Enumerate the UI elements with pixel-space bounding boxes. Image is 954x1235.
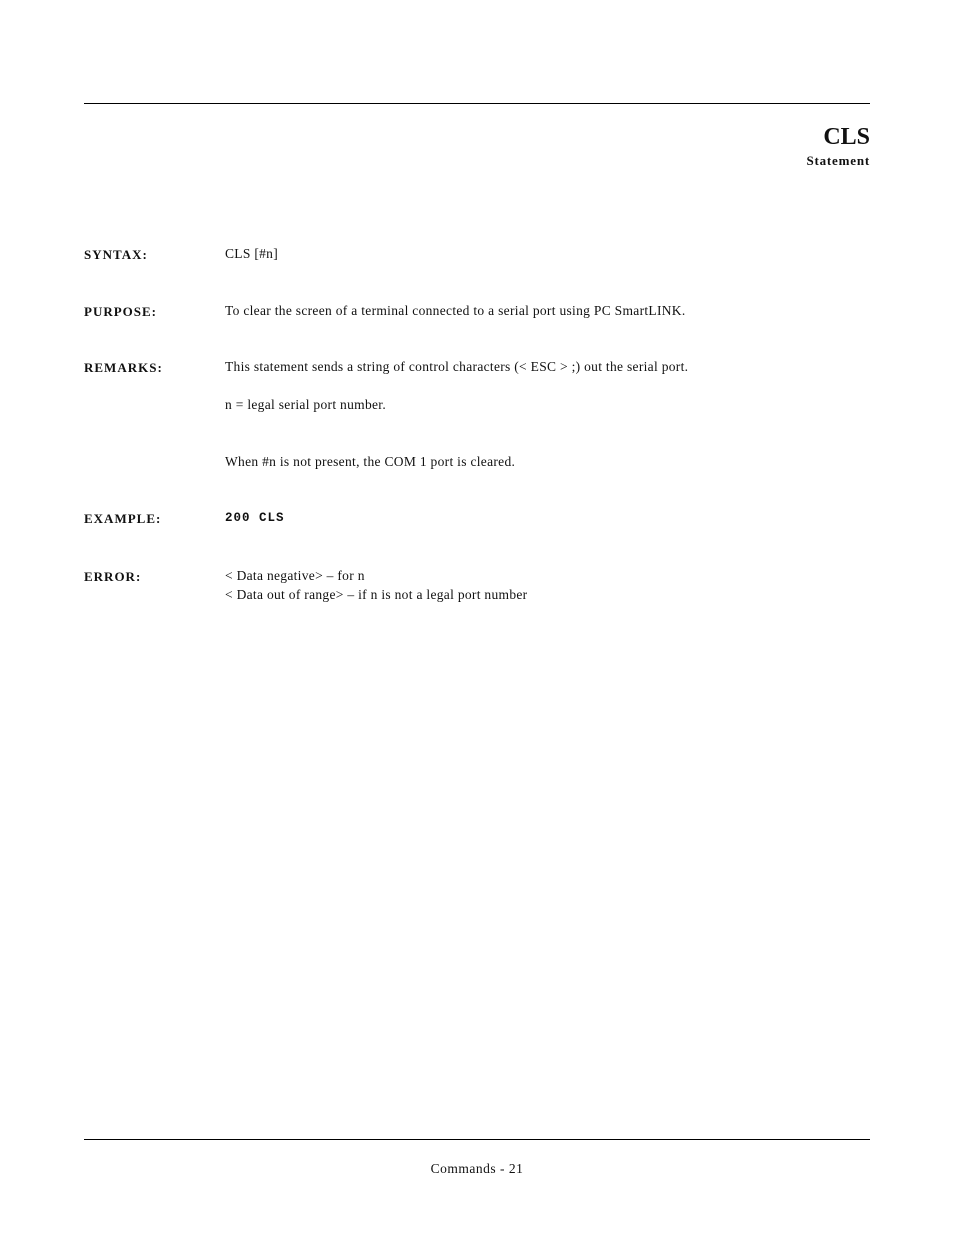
example-code: 200 CLS xyxy=(225,511,285,525)
remarks-line-1: This statement sends a string of control characters (< ESC > ;) out the serial port. xyxy=(225,359,689,374)
error-label: ERROR: xyxy=(84,569,142,584)
error-line-2: < Data out of range> – if n is not a legal port number xyxy=(225,587,528,602)
remarks-line-2: n = legal serial port number. xyxy=(225,397,387,412)
header-rule xyxy=(84,103,870,104)
remarks-line-3: When #n is not present, the COM 1 port is cleared. xyxy=(225,454,516,469)
purpose-text: To clear the screen of a terminal connected to a serial port using PC SmartLINK. xyxy=(225,303,686,318)
error-line-1: < Data negative> – for n xyxy=(225,568,365,583)
example-label: EXAMPLE: xyxy=(84,511,162,526)
syntax-text: CLS [#n] xyxy=(225,246,279,261)
remarks-label: REMARKS: xyxy=(84,360,163,375)
page-subtitle: Statement xyxy=(806,153,870,168)
footer-rule xyxy=(84,1139,870,1140)
purpose-label: PURPOSE: xyxy=(84,304,157,319)
page-number: Commands - 21 xyxy=(430,1161,524,1176)
syntax-label: SYNTAX: xyxy=(84,247,148,262)
page-title: CLS xyxy=(823,124,870,150)
